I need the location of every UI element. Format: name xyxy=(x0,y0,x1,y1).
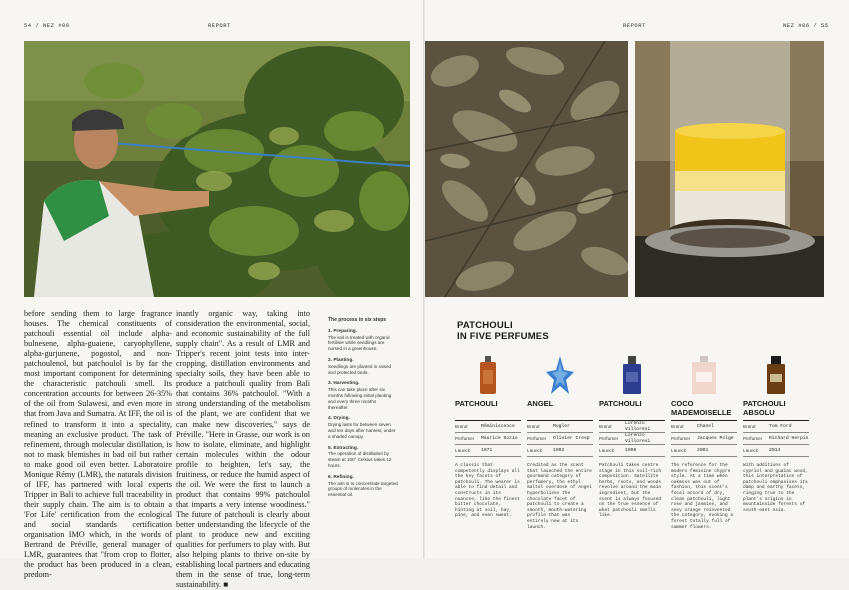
perfumer-row xyxy=(455,433,521,445)
perfumer-label: Perfumer xyxy=(527,435,547,441)
launch-label: Launch xyxy=(527,447,543,453)
perfumer-label: Perfumer xyxy=(599,435,619,441)
brand-row xyxy=(671,421,737,433)
process-step xyxy=(328,381,398,410)
launch-value: 2014 xyxy=(769,447,781,453)
step-text: The operation of distillation by steam at 100° Celsius takes 12 hours. xyxy=(328,451,392,468)
perfumer-row xyxy=(671,433,737,445)
perfume-bottle-icon xyxy=(671,352,737,394)
perfume-description: Patchouli takes centre stage in this soil-rich composition. Satellite herbs, roots, and woods revolve around the main ingredient, but the scent is always focused on the true essence of what patchouli smells like. xyxy=(599,463,662,519)
perfume-bottle-icon xyxy=(527,352,593,394)
process-step xyxy=(328,416,398,439)
process-step xyxy=(328,358,398,375)
perfume-bottle-icon xyxy=(455,352,521,394)
process-steps xyxy=(328,318,398,504)
perfumer-label: Perfumer xyxy=(455,435,475,441)
brand-label: Brand xyxy=(455,423,468,429)
perfumer-row xyxy=(743,433,809,445)
perfume-name: COCO MADEMOISELLE xyxy=(671,400,737,421)
launch-value: 1971 xyxy=(481,447,493,453)
perfumes-title-line2: IN FIVE PERFUMES xyxy=(457,331,549,342)
perfume-bottle-icon xyxy=(599,352,665,394)
perfumer-label: Perfumer xyxy=(743,435,763,441)
perfumer-label: Perfumer xyxy=(671,435,691,441)
perfume-name: PATCHOULI xyxy=(455,400,521,421)
perfume-card xyxy=(743,352,809,513)
perfume-description: With additions of cypriol and guaiac wood, this interpretation of patchouli emphasises its damp and earthy facets, ringing true to the plant's origins in mountainside forests of south-east Asia. xyxy=(743,463,808,513)
process-title: The process in six steps xyxy=(328,317,387,323)
launch-value: 1992 xyxy=(553,447,565,453)
brand-value: Tom Ford xyxy=(769,423,792,429)
launch-row xyxy=(527,445,593,457)
perfumer-row xyxy=(527,433,593,445)
brand-label: Brand xyxy=(671,423,684,429)
launch-row xyxy=(743,445,809,457)
step-title: 4. Drying. xyxy=(328,416,350,422)
brand-label: Brand xyxy=(527,423,540,429)
perfume-card xyxy=(455,352,521,519)
article-column-1: before sending them to large fragrance houses. The chemical constituents of patchouli essential oil include alpha-bulnesene, alpha-guaiene, caryophyllene, alpha-gurjunene, pogostol, and non-patchoulenol, but patchoulol is by far the most important component for determining the characteristic patchouli smell. Its concentration accounts for between 26-35% of the oil from Sulawesi, and even more in that from Java and Sumatra. At IFF, the oil is refined to transform it into a speciality, meaning an exclusive product. The task of refinement, through molecular distillation, is not to mask blemishes in bad oil but rather to make good oil even better. Laboratoire Monique Rémy (LMR), the naturals division of IFF, has partnered with local experts Tripper in Bali to achieve full traceability in their supply chain. The aim is to obtain a 'For Life' certification from the ecological and social standards certification organisation IMO which, in the words of Bertrand de Préville, general manager of LMR, guarantees that "from crop to flotter, the product has been produced in a clean, predom- xyxy=(24,309,172,580)
perfume-description: Credited as the scent that launched the entire gourmand category of perfumery, the ethyl maltol overdose of Angel hyperbolises the chocolate facet of patchouli to create a smooth, mouth-watering profile that was entirely new at its launch. xyxy=(527,463,592,530)
oil-beaker-photo xyxy=(635,41,824,297)
brand-value: Lorenzo Villoresi xyxy=(625,421,651,432)
perfumer-value: Olivier Cresp xyxy=(553,435,590,441)
launch-label: Launch xyxy=(743,447,759,453)
launch-row xyxy=(455,445,521,457)
step-text: Seedlings are planted in raised and protected beds. xyxy=(328,363,392,375)
perfumes-title-line1: PATCHOULI xyxy=(457,320,513,331)
step-title: 3. Harvesting. xyxy=(328,381,360,387)
step-text: The soil is treated with organic fertiliser while seedlings are nursed in a greenhouse. xyxy=(328,334,391,352)
perfume-bottle-icon xyxy=(743,352,809,394)
left-section: REPORT xyxy=(208,22,231,29)
brand-row xyxy=(743,421,809,433)
right-section: REPORT xyxy=(623,22,646,29)
launch-row xyxy=(599,445,665,457)
article-column-2: inantly organic way, taking into consideration the environmental, social, and economic sustainability of the full supply chain". As a result of LMR and Tripper's recent joint tests into inter-cropping, distillation environments and specialty soils, they have been able to produce a patchouli quality from Bali that contains 36% patchoulol. "With a strong understanding of the metabolism of the plant, we are confident that we can make new discoveries," says de Préville. "Here in Grasse, our work is on how to isolate, eliminate, and highlight certain molecules within the odour profile to heighten, let's say, the fruitiness, or reduce the humid aspect of the oil. We were the first to launch a product that contains 99% patchoulol that imparts a very intense woodiness." The future of patchouli is clearly about better understanding the lifecycle of the plant to produce new and exciting qualities for perfumers to play with. But also helping plants to thrive on-site by establishing local partners and educating them in the sense of true, long-term sustainability. ■ xyxy=(176,309,310,590)
process-step xyxy=(328,475,398,498)
process-step xyxy=(328,446,398,469)
dried-leaves-photo xyxy=(425,41,628,297)
process-step xyxy=(328,329,398,352)
launch-row xyxy=(671,445,737,457)
brand-value: Réminiscence xyxy=(481,423,515,429)
brand-row xyxy=(455,421,521,433)
launch-value: 1996 xyxy=(625,447,637,453)
step-title: 2. Planting. xyxy=(328,357,354,363)
left-folio: 54 / NEZ #06 xyxy=(24,22,70,29)
right-page xyxy=(425,0,849,559)
perfumer-value: Jacques Polge xyxy=(697,435,734,441)
step-text: Drying lasts for between seven and ten days after harvest, under a shaded canopy. xyxy=(328,422,396,439)
brand-value: Chanel xyxy=(697,423,714,429)
launch-label: Launch xyxy=(455,447,471,453)
perfume-name: ANGEL xyxy=(527,400,593,421)
brand-label: Brand xyxy=(599,423,612,429)
step-title: 5. Extracting. xyxy=(328,445,359,451)
brand-value: Mugler xyxy=(553,423,570,429)
perfume-card xyxy=(527,352,593,530)
right-folio: NEZ #06 / 55 xyxy=(783,22,829,29)
brand-label: Brand xyxy=(743,423,756,429)
launch-value: 2001 xyxy=(697,447,709,453)
brand-row xyxy=(527,421,593,433)
perfumer-value: Lorenzo Villoresi xyxy=(625,433,651,444)
perfume-description: The reference for the modern feminine chypre style. At a time when oakmoss was out of fashion, this scent's focal accord of dry, clean patchouli, light rose and jasmine, and sexy orange reinvented the category, evoking a forest totally full of summer flowers. xyxy=(671,463,734,530)
perfume-name: PATCHOULI xyxy=(599,400,665,421)
perfume-name: PATCHOULI ABSOLU xyxy=(743,400,809,421)
launch-label: Launch xyxy=(671,447,687,453)
perfume-description: A classic that competently displays all the key facets of patchouli. The wearer is able to find detail and constructs in its nuances, like the finest bitter chocolate, hinting at soil, hay, pine, and even sweat. xyxy=(455,463,520,519)
step-text: This can take place after six months following initial planting and every three months thereafter. xyxy=(328,387,392,410)
perfumer-value: Richard Herpin xyxy=(769,435,809,441)
farmer-photo xyxy=(24,41,410,297)
perfume-card xyxy=(599,352,665,519)
step-title: 6. Refining. xyxy=(328,474,354,480)
perfumes-title xyxy=(457,320,549,342)
launch-label: Launch xyxy=(599,447,615,453)
left-page xyxy=(0,0,424,590)
step-text: The aim is to concentrate targeted groups of molecules in the essential oil. xyxy=(328,480,398,498)
brand-row xyxy=(599,421,665,433)
step-title: 1. Preparing. xyxy=(328,328,358,334)
perfume-card xyxy=(671,352,737,530)
perfumer-row xyxy=(599,433,665,445)
perfumer-value: Maurice Sozio xyxy=(481,435,518,441)
